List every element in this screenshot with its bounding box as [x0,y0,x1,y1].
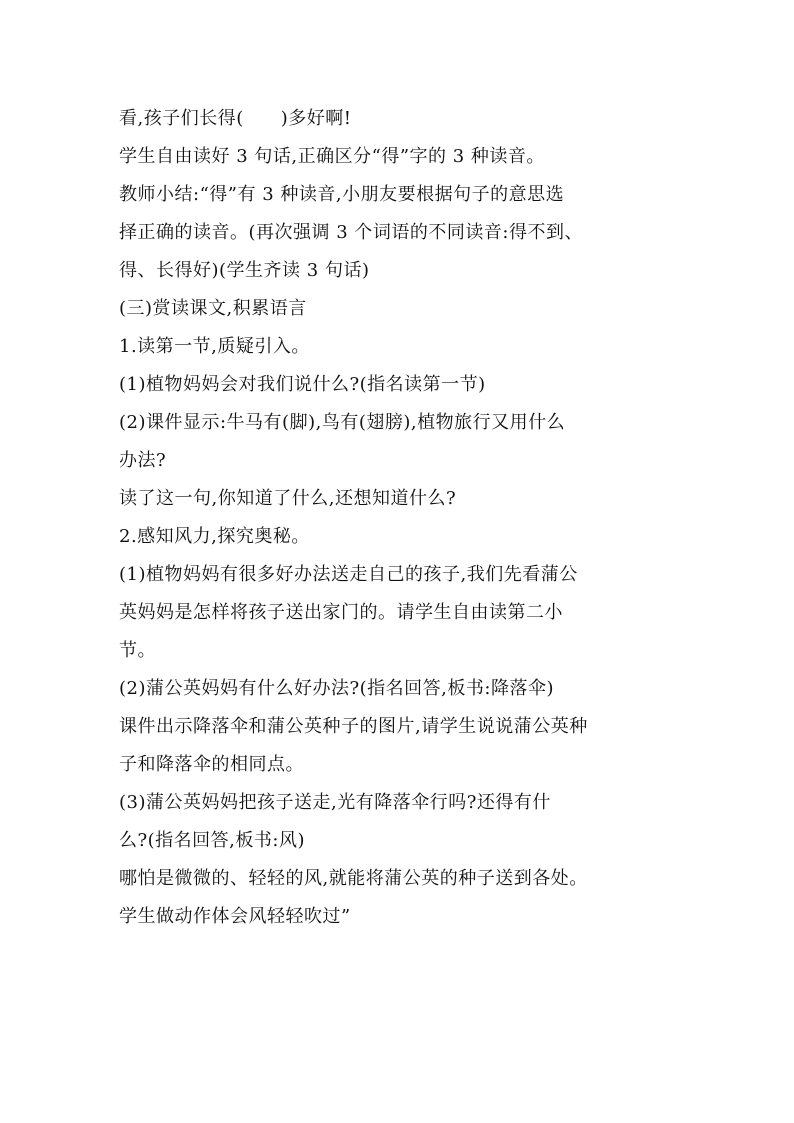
subsection-heading: 2.感知风力,探究奥秘。 [119,526,310,547]
text-line: (1)植物妈妈有很多好办法送走自己的孩子,我们先看蒲公 [119,564,578,585]
text-line: (1)植物妈妈会对我们说什么?(指名读第一节) [119,374,486,395]
text-line: (2)蒲公英妈妈有什么好办法?(指名回答,板书:降落伞) [119,678,554,699]
text-line: 得、长得好)(学生齐读 3 句话) [119,260,370,281]
text-line: 教师小结:“得”有 3 种读音,小朋友要根据句子的意思选 [119,184,565,205]
section-heading: (三)赏读课文,积累语言 [119,298,307,319]
text-line: 择正确的读音。(再次强调 3 个词语的不同读音:得不到、 [119,222,583,243]
text-line: 么?(指名回答,板书:风) [119,830,305,851]
text-line: 读了这一句,你知道了什么,还想知道什么? [119,488,457,509]
text-line: 办法? [119,450,167,471]
text-line: 节。 [119,640,156,661]
text-line: (2)课件显示:牛马有(脚),鸟有(翅膀),植物旅行又用什么 [119,412,566,433]
text-line: 学生自由读好 3 句话,正确区分“得”字的 3 种读音。 [119,146,545,167]
text-line: 子和降落伞的相同点。 [119,754,304,775]
subsection-heading: 1.读第一节,质疑引入。 [119,336,310,357]
text-line: 哪怕是微微的、轻轻的风,就能将蒲公英的种子送到各处。 [119,868,588,889]
text-line: 英妈妈是怎样将孩子送出家门的。请学生自由读第二小 [119,602,563,623]
document-body [119,100,679,936]
text-line: 课件出示降落伞和蒲公英种子的图片,请学生说说蒲公英种 [119,716,588,737]
text-line: 看,孩子们长得( )多好啊! [119,108,352,129]
text-line: (3)蒲公英妈妈把孩子送走,光有降落伞行吗?还得有什 [119,792,551,813]
text-line: 学生做动作体会风轻轻吹过” [119,906,351,927]
